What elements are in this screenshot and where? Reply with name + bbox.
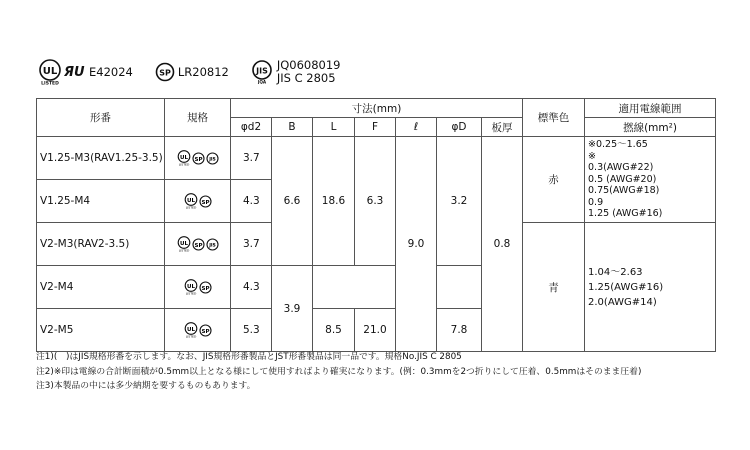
wire-range-red [585,137,716,223]
csa-icon [155,62,175,82]
svg-text:JQA: JQA [257,79,267,84]
wire-range-item: 1.25 (AWG#16) [588,208,663,219]
svg-text:LISTED: LISTED [178,248,189,252]
csa-certification [155,62,229,82]
color-red-cell: 赤 [523,137,585,223]
ul-listed-icon [177,150,191,166]
standard-icons [165,223,231,266]
csa-file-number: LR20812 [177,65,229,79]
jis-certification [251,59,341,85]
svg-text:LISTED: LISTED [185,205,196,209]
phi-d2-cell: 3.7 [231,223,272,266]
svg-text:SP: SP [194,242,202,249]
l-cell: 21.0 [355,309,396,352]
ul-listed-icon [184,322,198,338]
wire-range-item: 0.5 (AWG#20) [588,173,657,185]
spec-table [36,98,716,352]
svg-text:LISTED: LISTED [185,334,196,338]
note-2: 注2)※印は電線の合計断面積が0.5mm以上となる様にして使用すればより確実になります。(例：0.3mmを2つ折りにして圧着、0.5mmはそのまま圧着) [36,366,642,377]
header-phi-D: φD [437,118,482,137]
ul-certification [38,59,133,85]
csa-icon [192,152,205,165]
svg-text:JIS: JIS [208,157,216,162]
phi-d2-cell: 4.3 [231,266,272,309]
csa-icon [199,324,212,337]
header-wire-range: 適用電線範囲 [585,99,716,118]
header-ell: ℓ [396,118,437,137]
svg-text:LISTED: LISTED [185,291,196,295]
svg-text:SP: SP [159,68,171,78]
header-dimensions: 寸法(mm) [231,99,523,118]
jis-icon [206,152,219,165]
svg-text:LISTED: LISTED [41,81,59,85]
ell-merged-cell: 9.0 [396,137,437,352]
notes [36,350,641,394]
standard-icons [165,309,231,352]
model-cell: V2-M5 [37,309,165,352]
f-cell: 7.8 [437,309,482,352]
svg-text:SP: SP [201,328,209,335]
wire-range-item: 1.04～2.63 [588,266,643,278]
svg-text:LISTED: LISTED [178,162,189,166]
phi-d2-cell: 4.3 [231,180,272,223]
wire-range-item: 0.9 [588,196,604,208]
ul-listed-icon [38,59,62,85]
jis-standard: JIS C 2805 [276,71,336,85]
standard-icons [165,266,231,309]
model-cell: V1.25-M3(RAV1.25-3.5) [37,137,165,180]
l-merged-cell: 18.6 [313,137,355,266]
phi-d2-cell: 5.3 [231,309,272,352]
ul-recognized-icon [64,62,86,82]
certification-marks [38,58,353,86]
header-f: F [355,118,396,137]
header-std-color: 標準色 [523,99,585,137]
jis-icon [251,60,273,84]
b-cell: 8.5 [313,309,355,352]
svg-text:UL: UL [179,241,188,247]
header-model: 形番 [37,99,165,137]
header-standard: 規格 [165,99,231,137]
svg-text:SP: SP [201,285,209,292]
table-row [37,137,716,180]
ul-listed-icon [184,279,198,295]
wire-range-item: 2.0(AWG#14) [588,296,657,308]
svg-text:UL: UL [186,327,195,333]
model-cell: V1.25-M4 [37,180,165,223]
svg-text:UL: UL [186,284,195,290]
header-thickness: 板厚 [482,118,523,137]
standard-icons [165,137,231,180]
phi-d2-cell: 3.7 [231,137,272,180]
phi-D-bottom-cell: 3.9 [272,266,313,352]
header-row-1 [37,99,716,118]
header-l: L [313,118,355,137]
header-b: B [272,118,313,137]
wire-range-item: ※ [588,150,596,162]
f-merged-cell: 6.3 [355,137,396,266]
header-phi-d2: φd2 [231,118,272,137]
model-cell: V2-M4 [37,266,165,309]
note-1: 注1)( )はJIS規格形番を示します。なお、JIS規格形番製品とJST形番製品は同一品です。規格No.JIS C 2805 [36,352,462,362]
jis-icon [206,238,219,251]
svg-text:SP: SP [194,156,202,163]
svg-text:JIS: JIS [208,243,216,248]
svg-text:UL: UL [179,155,188,161]
thickness-merged-cell: 0.8 [482,137,523,352]
ul-listed-icon [184,193,198,209]
note-3: 注3)本製品の中には多少納期を要するものもあります。 [36,381,256,391]
wire-range-item: ※0.25～1.65 [588,139,648,150]
wire-range-blue [585,223,716,352]
model-cell: V2-M3(RAV2-3.5) [37,223,165,266]
color-blue-cell: 青 [523,223,585,352]
phi-D-top-cell: 3.2 [437,137,482,266]
standard-icons [165,180,231,223]
csa-icon [192,238,205,251]
svg-text:UL: UL [186,198,195,204]
jis-number: JQ0608019 [276,58,341,72]
svg-text:JIS: JIS [255,66,268,76]
header-strand: 撚線(mm²) [585,118,716,137]
svg-text:ЯU: ЯU [64,65,85,80]
ul-file-number: E42024 [89,65,133,79]
csa-icon [199,281,212,294]
svg-text:SP: SP [201,199,209,206]
svg-text:UL: UL [42,66,58,77]
wire-range-item: 1.25(AWG#16) [588,281,664,293]
ul-listed-icon [177,236,191,252]
b-merged-cell: 6.6 [272,137,313,266]
wire-range-item: 0.75(AWG#18) [588,185,660,196]
csa-icon [199,195,212,208]
wire-range-item: 0.3(AWG#22) [588,162,654,173]
